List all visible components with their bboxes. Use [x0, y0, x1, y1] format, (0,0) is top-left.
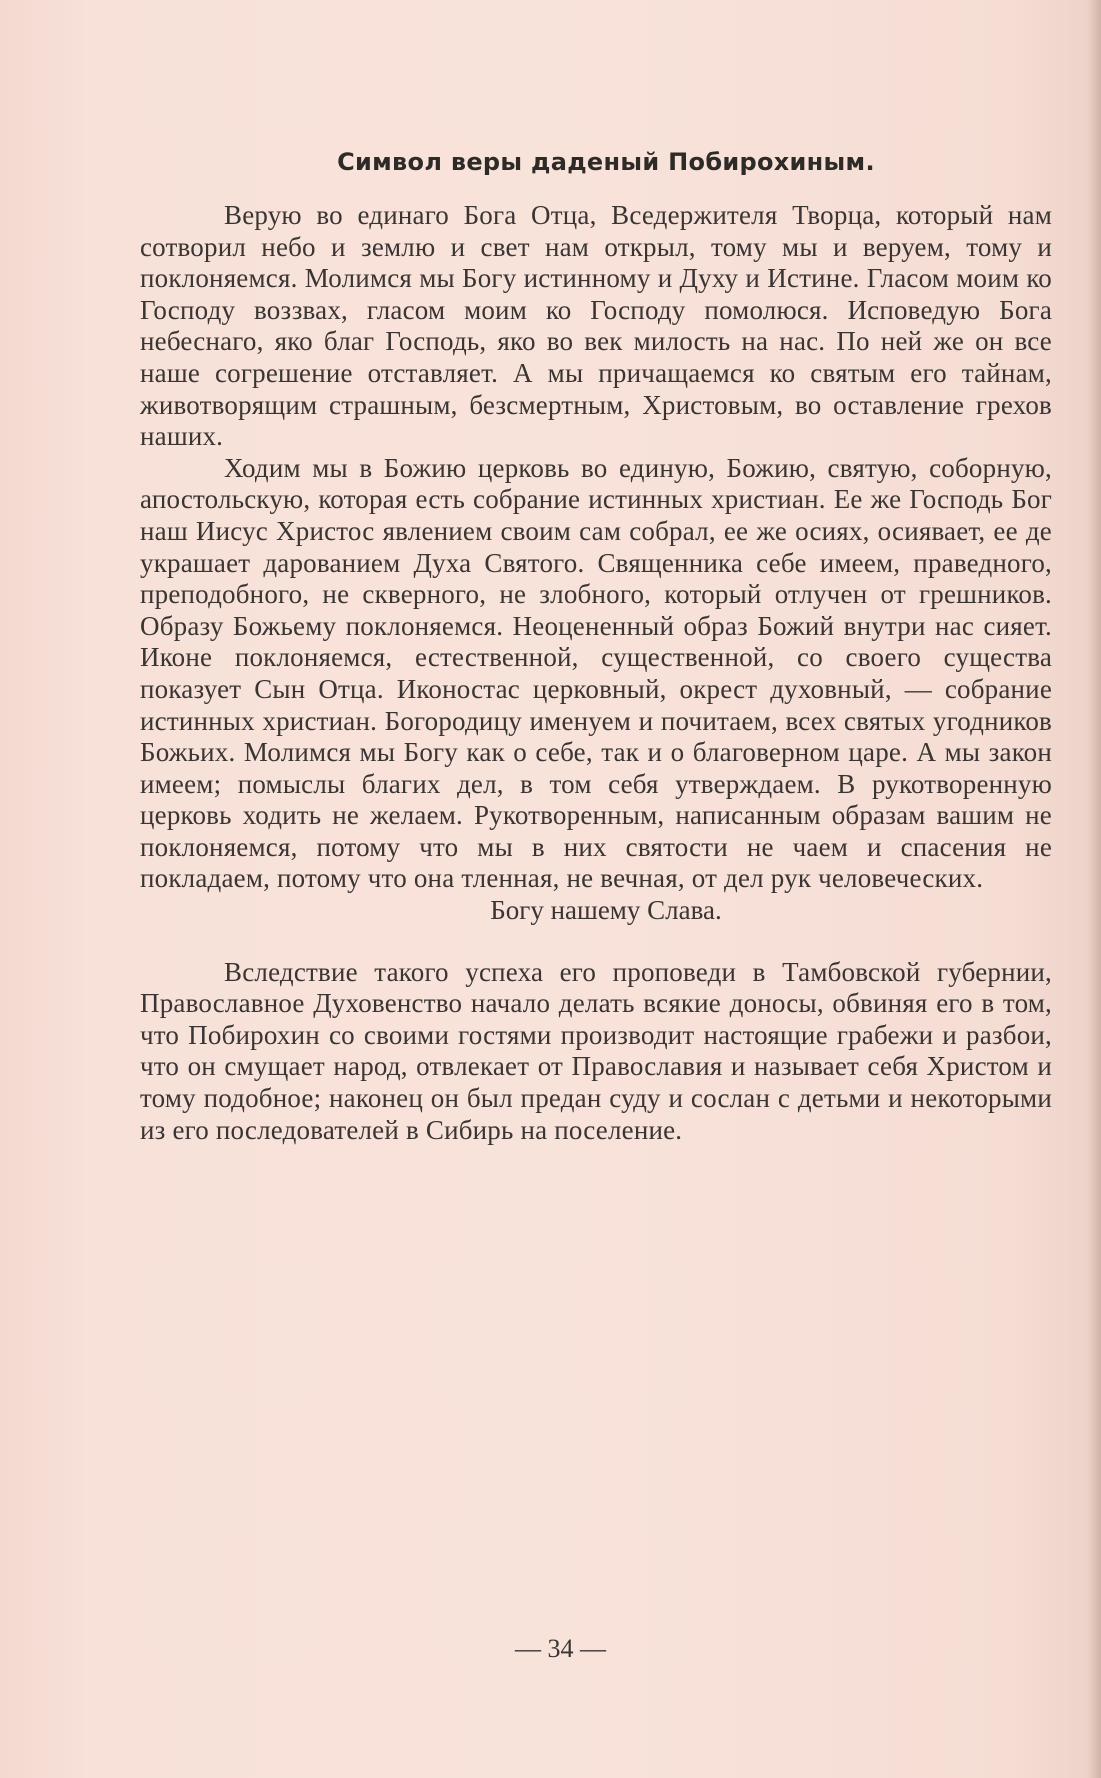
creed-closing-line: Богу нашему Слава.: [490, 895, 722, 926]
creed-paragraph-2: Ходим мы в Божию церковь во единую, Божию, святую, соборную, апостольскую, которая есть собрание истинных христиан. Ее же Господь Бог наш Иисус Христос явлением своим сам собрал, ее же осиях, осиявает, ее де украшает дарованием Духа Святого. Священника себе имеем, праведного, преподобного, не скверного, не злобного, который отлучен от грешников. Образу Божьему поклоняемся. Неоцененный образ Божий внутри нас сияет. Иконе поклоняемся, естественной, существенной, со своего существа показует Сын Отца. Иконостас церковный, окрест духовный, — собрание истинных христиан. Богородицу именуем и почитаем, всех святых угодников Божьих. Молимся мы Богу как о себе, так и о благоверном царе. А мы закон имеем; помыслы благих дел, в том себя утверждаем. В рукотворенную церковь ходить не желаем. Рукотворенным, написанным образам вашим не поклоняемся, потому что мы в них святости не чаем и спасения не покладаем, потому что она тленная, не вечная, от дел рук человеческих.: [140, 452, 1052, 894]
page-number: — 34 —: [515, 1634, 606, 1663]
page-content: [140, 148, 1052, 1146]
creed-paragraph-1: Верую во единаго Бога Отца, Вседержителя Творца, который нам сотворил небо и землю и свет нам открыл, тому мы и веруем, тому и поклоняемся. Молимся мы Богу истинному и Духу и Истине. Гласом моим ко Господу воззвах, гласом моим ко Господу помолюся. Исповедую Бога небеснаго, яко благ Господь, яко во век милость на нас. По ней же он все наше согрешение отставляет. А мы причащаемся ко святым его тайнам, животворящим страшным, безсмертным, Христовым, во оставление грехов наших.: [140, 200, 1052, 452]
page-edge-shadow: [1087, 0, 1101, 1778]
section-title: Символ веры даденый Побирохиным.: [337, 148, 875, 176]
narrative-paragraph: Вследствие такого успеха его проповеди в Тамбовской губернии, Православное Духовенство начало делать всякие доносы, обвиняя его в том, что Побирохин со своими гостями производит настоящие грабежи и разбои, что он смущает народ, отвлекает от Православия и называет себя Христом и тому подобное; наконец он был предан суду и сослан с детьми и некоторыми из его последователей в Сибирь на поселение.: [140, 956, 1052, 1145]
